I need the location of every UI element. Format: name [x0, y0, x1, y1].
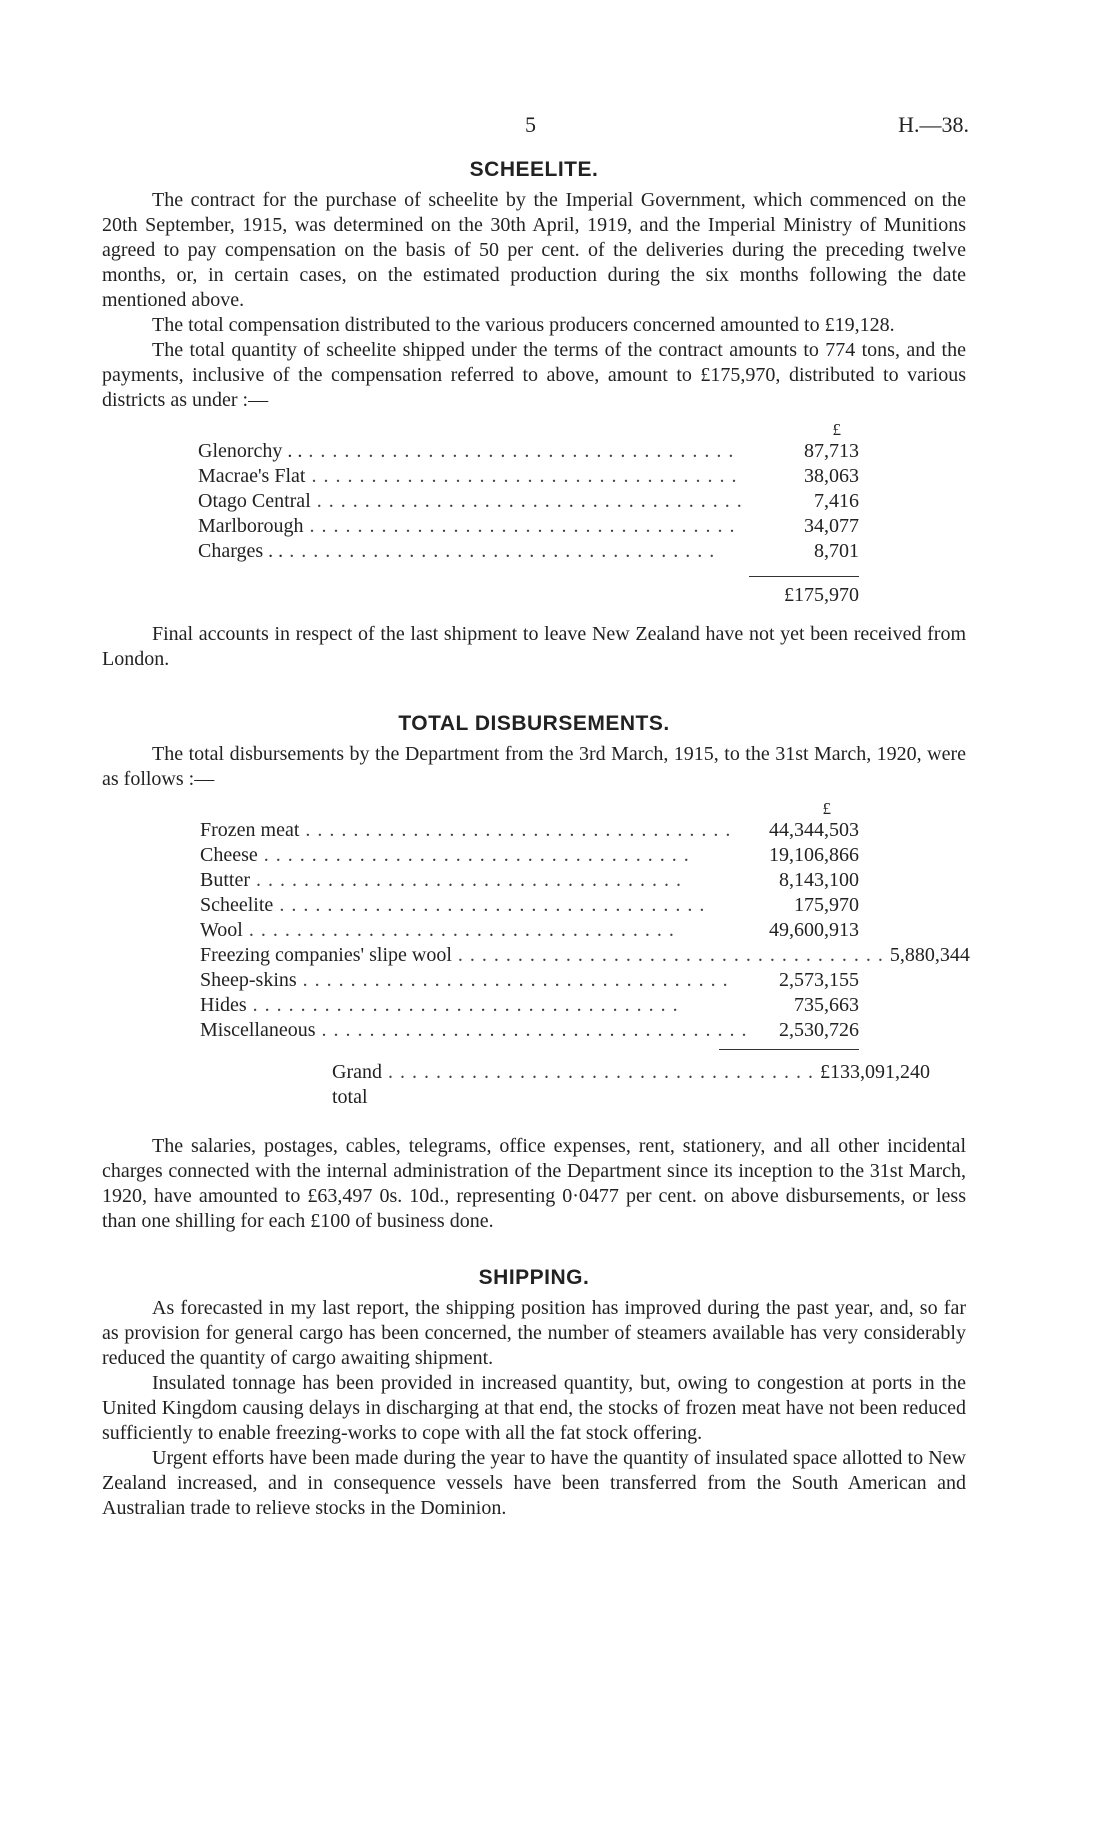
table-row — [102, 893, 859, 918]
scheelite-total: £175,970 — [784, 584, 859, 606]
table-row — [102, 439, 859, 464]
item-name: Cheese — [200, 844, 258, 866]
table-row — [102, 1018, 859, 1043]
scheelite-section — [102, 158, 966, 672]
item-amount: 5,880,344 — [889, 944, 970, 966]
leader-dots: . . . . . . . . . . . . . . . . . . . . . . . . . . . . . . . . . . . . — [308, 440, 735, 462]
district-name: Marlborough — [198, 515, 304, 537]
scheelite-districts-table — [102, 421, 859, 608]
table-unit-label: £ — [832, 420, 841, 439]
item-name: Hides — [200, 994, 247, 1016]
page-header — [0, 112, 1114, 142]
item-name: Frozen meat — [200, 819, 300, 841]
table-row — [102, 843, 859, 868]
leader-dots: . . . . . . . . . . . . . . . . . . . . . . . . . . . . . . . . . . . . — [263, 844, 690, 866]
leader-dots: . . . . . . . . . . . . . . . . . . . . . . . . . . . . . . . . . . . . — [279, 894, 706, 916]
scheelite-paragraph: The total quantity of scheelite shipped under the terms of the contract amounts to 774 tons, and the payments, inclusive of the compensation referred to above, amount to £175,970, distributed to various districts as under :— — [102, 339, 966, 411]
leader-dots: . . . . . . . . . . . . . . . . . . . . . . . . . . . . . . . . . . . . — [305, 819, 732, 841]
disbursements-closing-paragraph: The salaries, postages, cables, telegrams, office expenses, rent, stationery, and all other incidental charges connected with the internal administration of the Department since its inception to the 31st March, 1920, have amounted to £63,497 0s. 10d., representing 0·0477 per cent. on above disbursements, or less than one shilling for each £100 of business done. — [102, 1135, 966, 1232]
grand-total-row — [102, 1060, 930, 1110]
disbursements-heading: TOTAL DISBURSEMENTS. — [398, 712, 670, 735]
leader-dots: . . . . . . . . . . . . . . . . . . . . . . . . . . . . . . . . . . . . — [387, 1061, 814, 1083]
shipping-section — [102, 1266, 966, 1521]
leader-dots: . . . . . . . . . . . . . . . . . . . . . . . . . . . . . . . . . . . . — [309, 515, 736, 537]
shipping-paragraph: Urgent efforts have been made during the year to have the quantity of insulated space allotted to New Zealand increased, and in consequence vessels have been transferred from the South American and Australian trade to relieve stocks in the Dominion. — [102, 1447, 966, 1519]
grand-total-amount: £133,091,240 — [819, 1061, 930, 1083]
leader-dots: . . . . . . . . . . . . . . . . . . . . . . . . . . . . . . . . . . . . — [248, 919, 675, 941]
district-amount: 34,077 — [804, 515, 859, 537]
leader-dots: . . . . . . . . . . . . . . . . . . . . . . . . . . . . . . . . . . . . — [321, 1019, 748, 1041]
district-amount: 8,701 — [814, 540, 859, 562]
leader-dots: . . . . . . . . . . . . . . . . . . . . . . . . . . . . . . . . . . . . — [316, 490, 743, 512]
item-amount: 19,106,866 — [769, 844, 859, 866]
page-content — [102, 158, 970, 1521]
item-amount: 735,663 — [794, 994, 859, 1016]
document-reference: H.—38. — [898, 112, 969, 137]
scheelite-paragraph: The contract for the purchase of scheelite by the Imperial Government, which commenced on the 20th September, 1915, was determined on the 30th April, 1919, and the Imperial Ministry of Munitions agreed to pay compensation on the basis of 50 per cent. of the deliveries during the preceding twelve months, or, in certain cases, on the estimated production during the six months following the date mentioned above. — [102, 189, 966, 311]
table-row — [102, 464, 859, 489]
table-row — [102, 918, 859, 943]
table-row — [102, 968, 859, 993]
district-name: Macrae's Flat — [198, 465, 306, 487]
item-amount: 2,530,726 — [779, 1019, 859, 1041]
table-row — [102, 818, 859, 843]
district-amount: 7,416 — [814, 490, 859, 512]
district-amount: 87,713 — [804, 440, 859, 462]
shipping-heading: SHIPPING. — [478, 1266, 590, 1289]
scheelite-heading: SCHEELITE. — [469, 158, 599, 181]
table-row — [102, 993, 859, 1018]
shipping-paragraph: As forecasted in my last report, the shipping position has improved during the past year, and, so far as provision for general cargo has been concerned, the number of steamers available has very considerably reduced the quantity of cargo awaiting shipment. — [102, 1297, 966, 1369]
page-number: 5 — [525, 112, 536, 137]
disbursements-table — [102, 799, 970, 1110]
district-amount: 38,063 — [804, 465, 859, 487]
item-name: Sheep-skins — [200, 969, 297, 991]
district-name: Charges . . — [198, 540, 284, 562]
item-amount: 2,573,155 — [779, 969, 859, 991]
leader-dots: . . . . . . . . . . . . . . . . . . . . . . . . . . . . . . . . . . . . — [289, 540, 716, 562]
scheelite-closing-paragraph: Final accounts in respect of the last shipment to leave New Zealand have not yet been received from London. — [102, 623, 966, 670]
table-unit-label: £ — [822, 799, 831, 818]
table-row — [102, 943, 970, 968]
table-row — [102, 868, 859, 893]
table-row — [102, 514, 859, 539]
scheelite-paragraph: The total compensation distributed to the various producers concerned amounted to £19,128. — [152, 314, 895, 336]
grand-total-label: Grand total — [332, 1061, 382, 1108]
table-row — [102, 489, 859, 514]
leader-dots: . . . . . . . . . . . . . . . . . . . . . . . . . . . . . . . . . . . . — [311, 465, 738, 487]
item-name: Butter — [200, 869, 250, 891]
sum-rule — [749, 576, 859, 577]
item-amount: 8,143,100 — [779, 869, 859, 891]
shipping-paragraph: Insulated tonnage has been provided in increased quantity, but, owing to congestion at ports in the United Kingdom causing delays in discharging at that end, the stocks of frozen meat have not been reduced sufficiently to enable freezing-works to cope with all the fat stock offering. — [102, 1372, 966, 1444]
item-amount: 49,600,913 — [769, 919, 859, 941]
item-amount: 175,970 — [794, 894, 859, 916]
leader-dots: . . . . . . . . . . . . . . . . . . . . . . . . . . . . . . . . . . . . — [252, 994, 679, 1016]
sum-rule — [719, 1049, 859, 1050]
disbursements-section — [102, 712, 970, 1234]
leader-dots: . . . . . . . . . . . . . . . . . . . . . . . . . . . . . . . . . . . . — [256, 869, 682, 891]
item-name: Wool — [200, 919, 243, 941]
district-name: Glenorchy . . — [198, 440, 303, 462]
disbursements-intro: The total disbursements by the Department from the 3rd March, 1915, to the 31st March, 1920, were as follows :— — [102, 743, 966, 790]
item-amount: 44,344,503 — [769, 819, 859, 841]
item-name: Freezing companies' slipe wool — [200, 944, 452, 966]
district-name: Otago Central — [198, 490, 311, 512]
item-name: Miscellaneous — [200, 1019, 316, 1041]
leader-dots: . . . . . . . . . . . . . . . . . . . . . . . . . . . . . . . . . . . . — [302, 969, 729, 991]
table-row — [102, 539, 859, 564]
leader-dots: . . . . . . . . . . . . . . . . . . . . . . . . . . . . . . . . . . . . — [457, 944, 884, 966]
item-name: Scheelite — [200, 894, 274, 916]
